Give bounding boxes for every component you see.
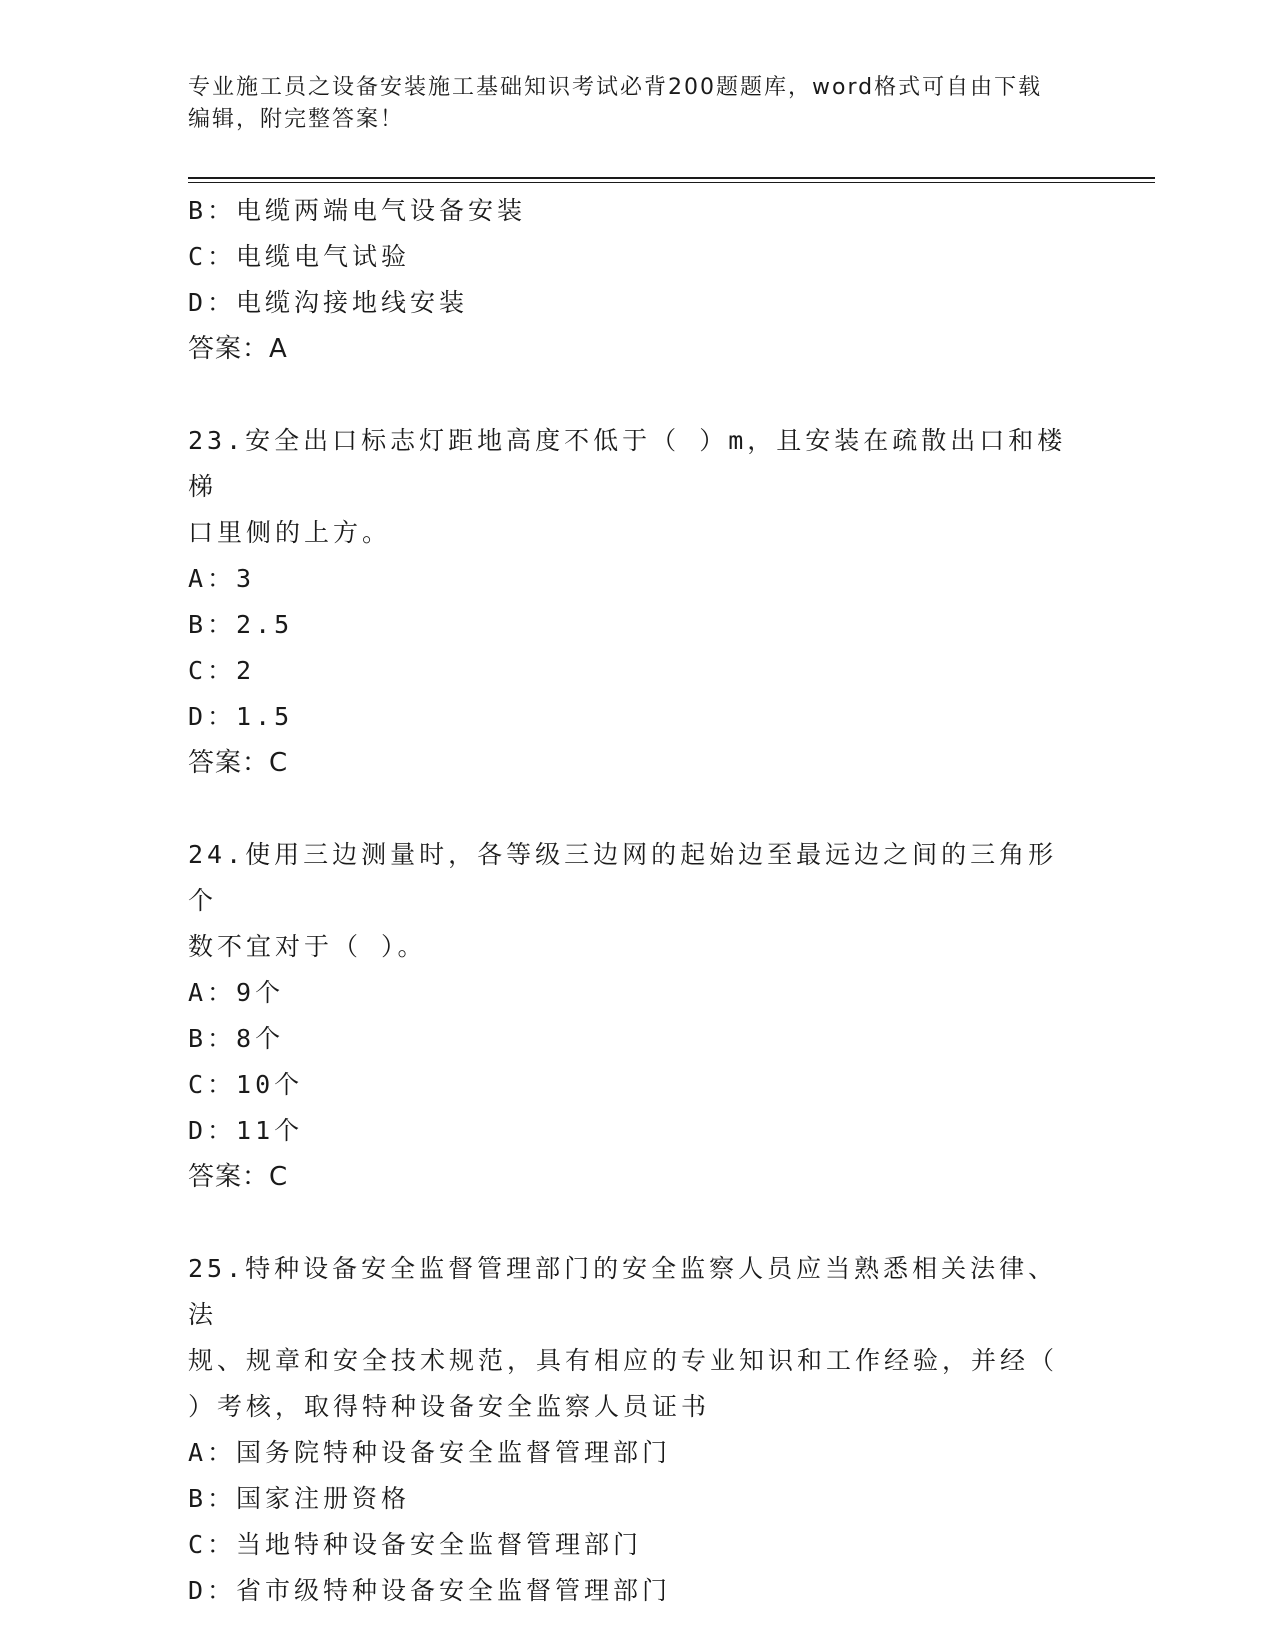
- option-b: B：2.5: [188, 610, 294, 639]
- question-list: [188, 188, 1088, 1614]
- question-25: [188, 1246, 1088, 1614]
- option-d: D：11个: [188, 1116, 304, 1145]
- answer-line: 答案：C: [188, 748, 289, 778]
- question-22: [188, 188, 1088, 372]
- spacer: [188, 1200, 1088, 1246]
- option-c: C：电缆电气试验: [188, 242, 411, 271]
- question-stem-line-2: 口里侧的上方。: [188, 518, 392, 547]
- question-stem-line-2: 数不宜对于（ ）。: [188, 932, 427, 961]
- option-b: B：8个: [188, 1024, 285, 1053]
- option-b: B：电缆两端电气设备安装: [188, 196, 527, 225]
- option-a: A：9个: [188, 978, 285, 1007]
- header-title-line-2: 编辑，附完整答案！: [188, 107, 405, 132]
- option-a: A：国务院特种设备安全监督管理部门: [188, 1438, 672, 1467]
- option-c: C：当地特种设备安全监督管理部门: [188, 1530, 643, 1559]
- option-d: D：省市级特种设备安全监督管理部门: [188, 1576, 672, 1605]
- document-header: [188, 72, 1068, 136]
- option-c: C：10个: [188, 1070, 304, 1099]
- answer-line: 答案：C: [188, 1162, 289, 1192]
- header-divider-thin: [188, 182, 1155, 183]
- header-title-line-1: 专业施工员之设备安装施工基础知识考试必背200题题库，word格式可自由下载: [188, 75, 1043, 100]
- spacer: [188, 372, 1088, 418]
- answer-line: 答案：A: [188, 334, 288, 364]
- option-c: C：2: [188, 656, 256, 685]
- option-d: D：电缆沟接地线安装: [188, 288, 469, 317]
- option-d: D：1.5: [188, 702, 294, 731]
- question-24: [188, 832, 1088, 1200]
- question-stem-line-3: ）考核，取得特种设备安全监察人员证书: [188, 1392, 711, 1421]
- option-b: B：国家注册资格: [188, 1484, 411, 1513]
- option-a: A：3: [188, 564, 256, 593]
- question-stem-line-1: 24.使用三边测量时，各等级三边网的起始边至最远边之间的三角形个: [188, 840, 1058, 915]
- question-stem-line-1: 25.特种设备安全监督管理部门的安全监察人员应当熟悉相关法律、法: [188, 1254, 1058, 1329]
- header-divider-thick: [188, 177, 1155, 179]
- question-23: [188, 418, 1088, 786]
- spacer: [188, 786, 1088, 832]
- question-stem-line-2: 规、规章和安全技术规范，具有相应的专业知识和工作经验，并经（: [188, 1346, 1059, 1375]
- question-stem-line-1: 23.安全出口标志灯距地高度不低于（ ）m，且安装在疏散出口和楼梯: [188, 426, 1067, 501]
